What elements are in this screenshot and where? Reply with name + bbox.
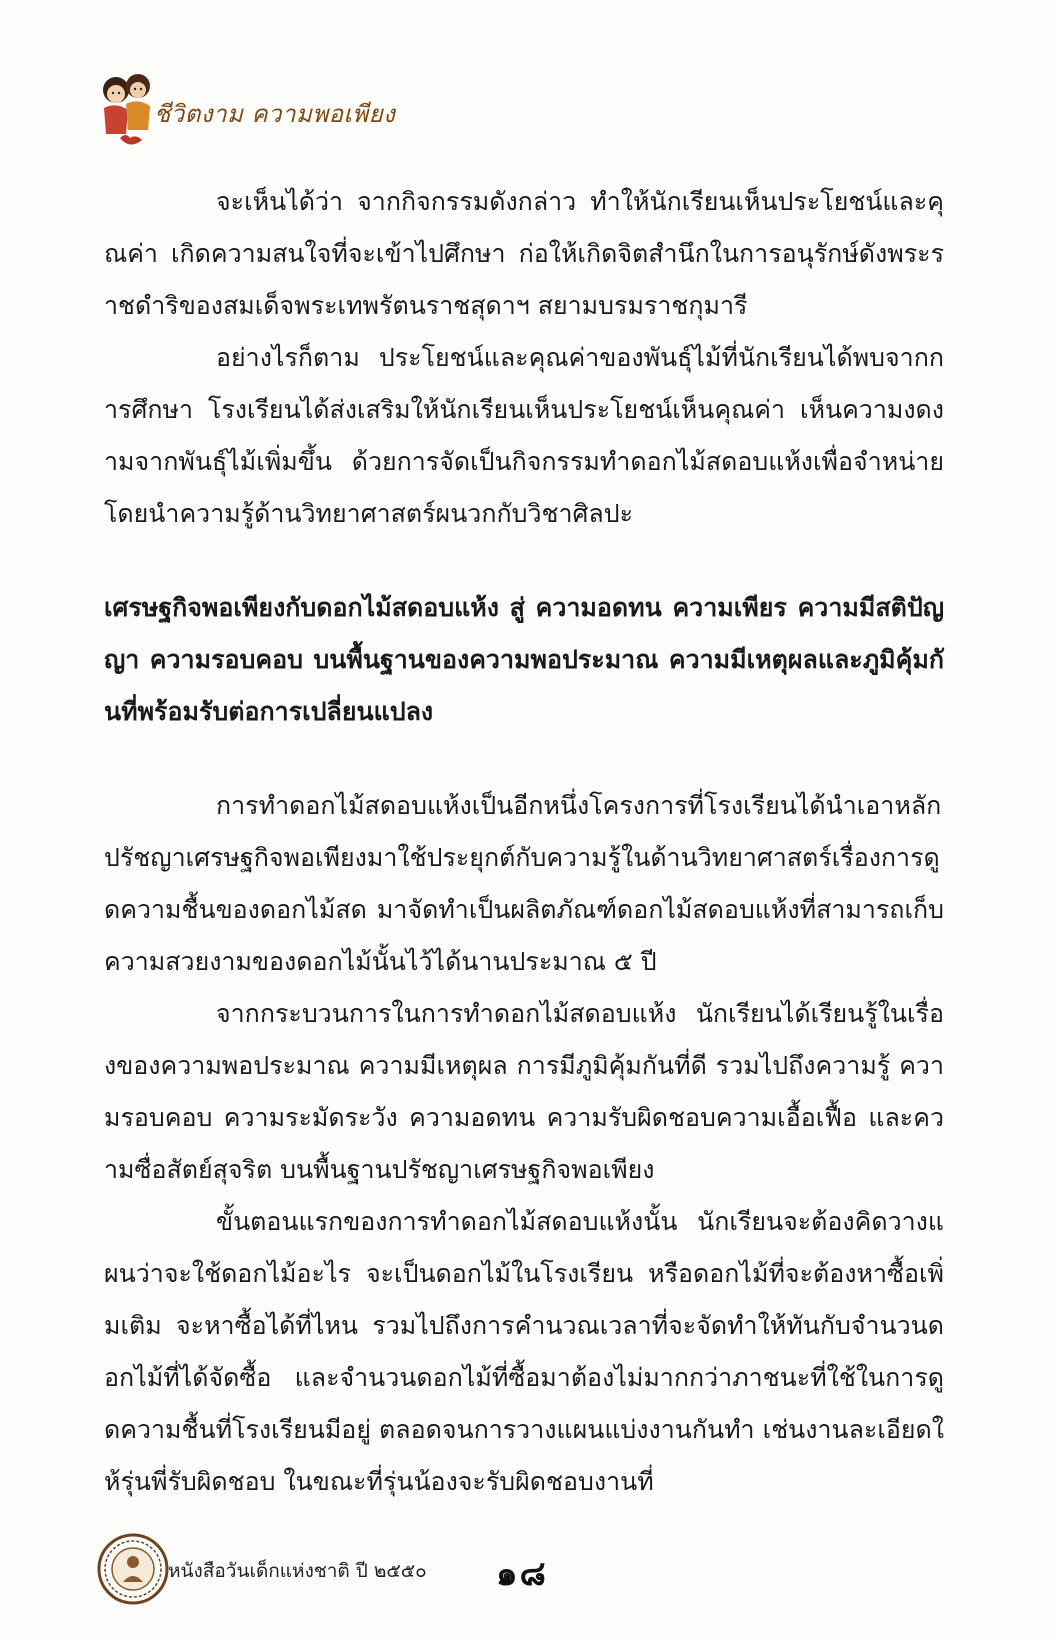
footer-book-title: หนังสือวันเด็กแห่งชาติ ปี ๒๕๕๐ xyxy=(168,1560,427,1582)
paragraph-5: ขั้นตอนแรกของการทำดอกไม้สดอบแห้งนั้น นักเรียนจะต้องคิดวางแผนว่าจะใช้ดอกไม้อะไร จะเป็นดอกไม้ในโรงเรียน หรือดอกไม้ที่จะต้องหาซื้อเพิ่มเติม จะหาซื้อได้ที่ไหน รวมไปถึงการคำนวณเวลาที่จะจัดทำให้ทันกับจำนวนดอกไม้ที่ได้จัดซื้อ และจำนวนดอกไม้ที่ซื้อมาต้องไม่มากกว่าภาชนะที่ใช้ในการดูดความชื้นที่โรงเรียนมีอยู่ ตลอดจนการวางแผนแบ่งงานกันทำ เช่นงานละเอียดให้รุ่นพี่รับผิดชอบ ในขณะที่รุ่นน้องจะรับผิดชอบงานที่ xyxy=(104,1207,944,1496)
page-header xyxy=(96,64,496,154)
paragraph-4: จากกระบวนการในการทำดอกไม้สดอบแห้ง นักเรียนได้เรียนรู้ในเรื่องของความพอประมาณ ความมีเหตุผล การมีภูมิคุ้มกันที่ดี รวมไปถึงความรู้ ความรอบคอบ ความระมัดระวัง ความอดทน ความรับผิดชอบความเอื้อเฟื้อ และความซื่อสัตย์สุจริต บนพื้นฐานปรัชญาเศรษฐกิจพอเพียง xyxy=(104,999,944,1184)
children-illustration-icon xyxy=(96,68,158,150)
page-number: ๑๘ xyxy=(496,1554,548,1594)
page-footer xyxy=(96,1532,956,1612)
page-body xyxy=(104,176,944,1508)
paragraph-3: การทำดอกไม้สดอบแห้งเป็นอีกหนึ่งโครงการที่โรงเรียนได้นำเอาหลักปรัชญาเศรษฐกิจพอเพียงมาใช้ประยุกต์กับความรู้ในด้านวิทยาศาสตร์เรื่องการดูดความชื้นของดอกไม้สด มาจัดทำเป็นผลิตภัณฑ์ดอกไม้สดอบแห้งที่สามารถเก็บความสวยงามของดอกไม้นั้นไว้ได้นานประมาณ ๕ ปี xyxy=(104,791,944,976)
section-heading: เศรษฐกิจพอเพียงกับดอกไม้สดอบแห้ง สู่ ความอดทน ความเพียร ความมีสติปัญญา ความรอบคอบ บนพื้นฐานของความพอประมาณ ความมีเหตุผลและภูมิคุ้มกันที่พร้อมรับต่อการเปลี่ยนแปลง xyxy=(104,593,944,726)
paragraph-2: อย่างไรก็ตาม ประโยชน์และคุณค่าของพันธุ์ไม้ที่นักเรียนได้พบจากการศึกษา โรงเรียนได้ส่งเสริมให้นักเรียนเห็นประโยชน์เห็นคุณค่า เห็นความงดงามจากพันธุ์ไม้เพิ่มขึ้น ด้วยการจัดเป็นกิจกรรมทำดอกไม้สดอบแห้งเพื่อจำหน่าย โดยนำความรู้ด้านวิทยาศาสตร์ผนวกกับวิชาศิลปะ xyxy=(104,343,944,528)
paragraph-1: จะเห็นได้ว่า จากกิจกรรมดังกล่าว ทำให้นักเรียนเห็นประโยชน์และคุณค่า เกิดความสนใจที่จะเข้าไปศึกษา ก่อให้เกิดจิตสำนึกในการอนุรักษ์ดังพระราชดำริของสมเด็จพระเทพรัตนราชสุดาฯ สยามบรมราชกุมารี xyxy=(104,187,944,320)
running-header-title: ชีวิตงาม ความพอเพียง xyxy=(154,100,396,128)
childrens-day-emblem-icon xyxy=(96,1532,170,1606)
